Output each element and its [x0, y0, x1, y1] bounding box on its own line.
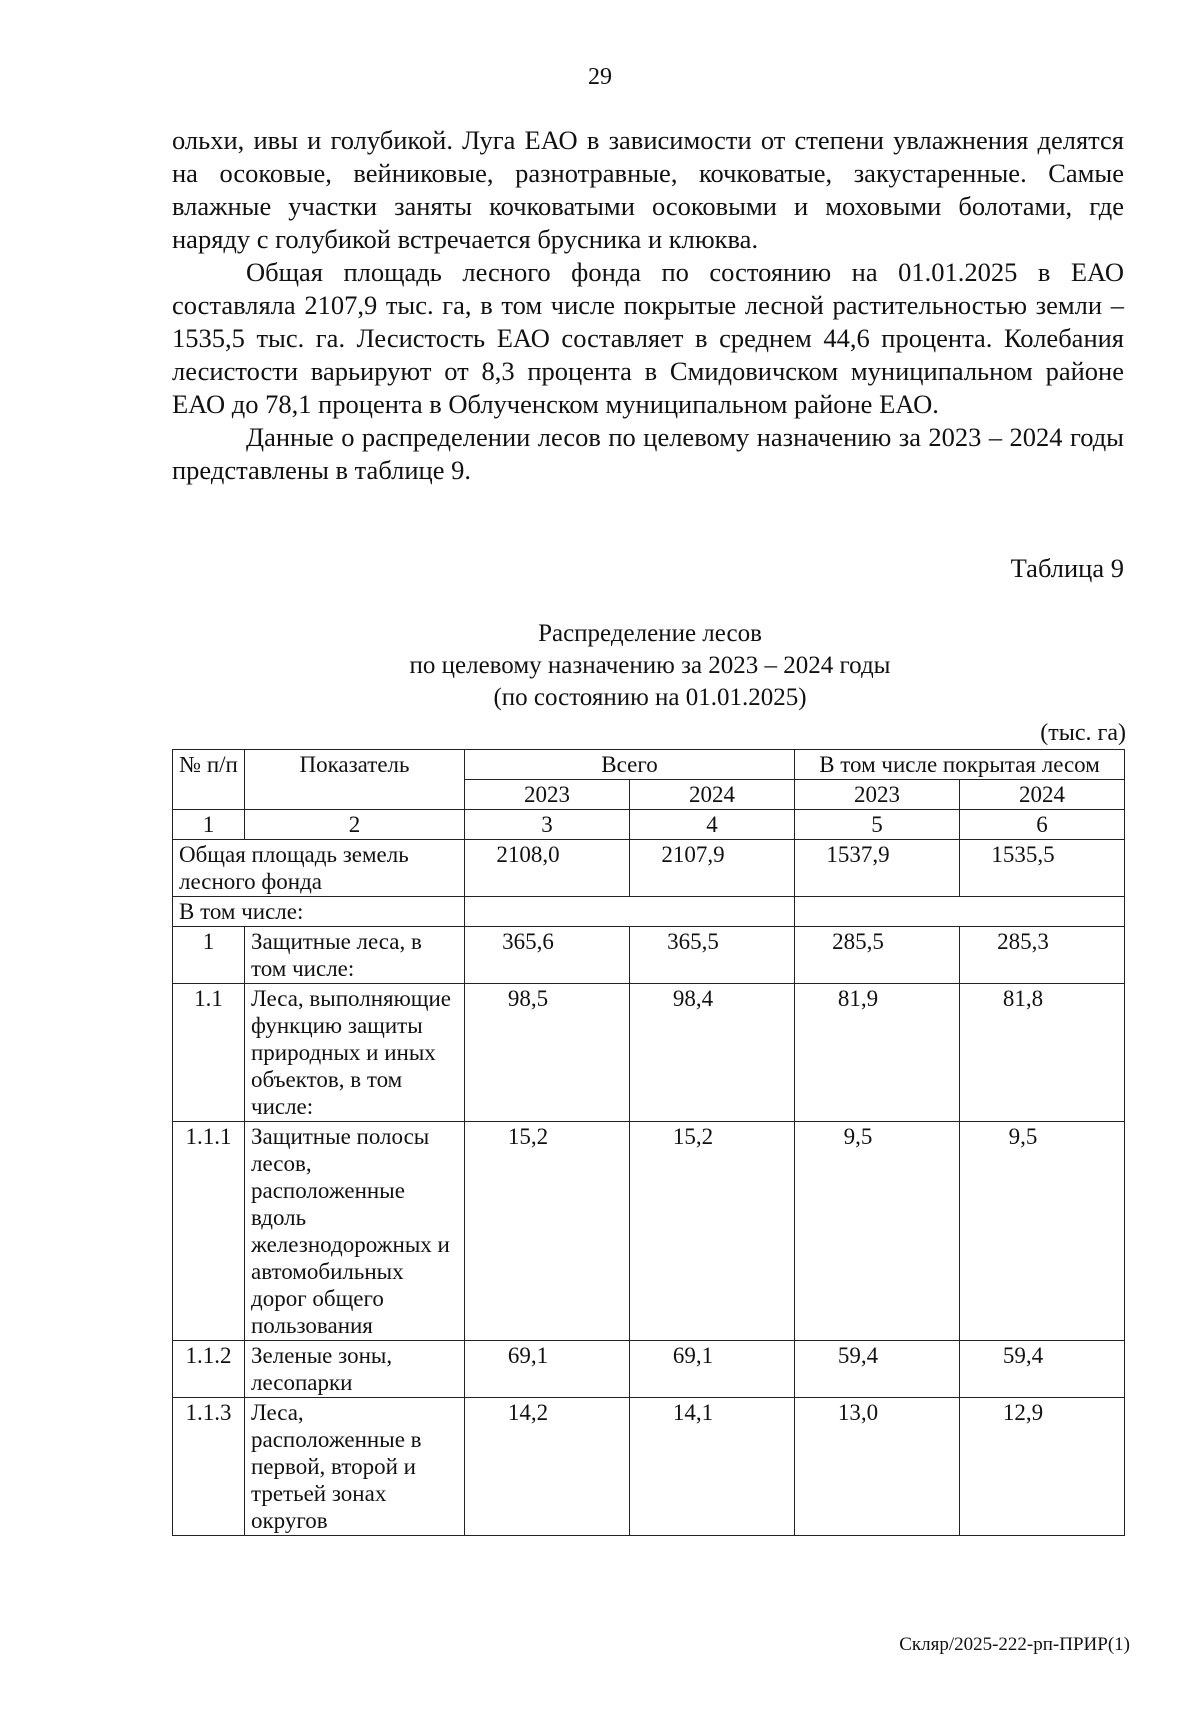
cell-value: 285,3	[960, 927, 1125, 984]
page-number: 29	[588, 64, 612, 90]
cell-value: 2108,0	[465, 840, 630, 897]
cell-value: 15,2	[465, 1122, 630, 1341]
document-code: Скляр/2025-222-рп-ПРИР(1)	[899, 1634, 1130, 1655]
cell-value: 98,4	[630, 984, 795, 1122]
empty-cell	[465, 897, 795, 927]
cell-value: 81,8	[960, 984, 1125, 1122]
table-title-line: (по состоянию на 01.01.2025)	[493, 684, 807, 711]
header-total: Всего	[465, 750, 795, 780]
column-number: 4	[630, 810, 795, 840]
column-number: 1	[173, 810, 245, 840]
cell-value: 9,5	[960, 1122, 1125, 1341]
cell-value: 9,5	[795, 1122, 960, 1341]
header-year: 2023	[465, 780, 630, 810]
table-title	[0, 618, 1200, 714]
body-text	[172, 124, 1124, 487]
table-header-row	[173, 750, 1125, 780]
table-row	[173, 984, 1125, 1122]
row-label: Защитные полосы лесов, расположенные вдоль железнодорожных и автомобильных дорог общего пользования	[245, 1122, 465, 1341]
row-label: Леса, выполняющие функцию защиты природных и иных объектов, в том числе:	[245, 984, 465, 1122]
cell-value: 14,2	[465, 1398, 630, 1536]
row-num: 1.1.3	[173, 1398, 245, 1536]
row-num: 1.1	[173, 984, 245, 1122]
column-number: 5	[795, 810, 960, 840]
cell-value: 81,9	[795, 984, 960, 1122]
forest-distribution-table	[172, 749, 1125, 1536]
empty-cell	[795, 897, 1125, 927]
column-number: 6	[960, 810, 1125, 840]
paragraph: Общая площадь лесного фонда по состоянию на 01.01.2025 в ЕАО составляла 2107,9 тыс. га, в том числе покрытые лесной растительностью земли – 1535,5 тыс. га. Лесистость ЕАО составляет в среднем 44,6 процента. Колебания лесистости варьируют от 8,3 процента в Смидовичском муниципальном районе ЕАО до 78,1 процента в Облученском муниципальном районе ЕАО.	[172, 257, 1124, 419]
column-number: 2	[245, 810, 465, 840]
row-num: 1.1.2	[173, 1341, 245, 1398]
cell-value: 365,5	[630, 927, 795, 984]
cell-value: 69,1	[465, 1341, 630, 1398]
cell-value: 98,5	[465, 984, 630, 1122]
table-row	[173, 1341, 1125, 1398]
table-label: Таблица 9	[1010, 553, 1124, 583]
header-year: 2024	[960, 780, 1125, 810]
header-year: 2024	[630, 780, 795, 810]
column-number-row	[173, 810, 1125, 840]
row-num: 1.1.1	[173, 1122, 245, 1341]
row-num: 1	[173, 927, 245, 984]
cell-value: 59,4	[795, 1341, 960, 1398]
cell-value: 13,0	[795, 1398, 960, 1536]
row-subtitle: В том числе:	[173, 897, 465, 927]
header-year: 2023	[795, 780, 960, 810]
paragraph: ольхи, ивы и голубикой. Луга ЕАО в зависимости от степени увлажнения делятся на осоковые, вейниковые, разнотравные, кочковатые, закустаренные. Самые влажные участки заняты кочковатыми осоковыми и моховыми болотами, где наряду с голубикой встречается брусника и клюква.	[172, 125, 1124, 254]
table-row-total	[173, 840, 1125, 897]
header-num: № п/п	[173, 750, 245, 810]
cell-value: 15,2	[630, 1122, 795, 1341]
cell-value: 69,1	[630, 1341, 795, 1398]
cell-value: 59,4	[960, 1341, 1125, 1398]
table-title-line: Распределение лесов	[538, 620, 762, 647]
row-label: Леса, расположенные в первой, второй и третьей зонах округов	[245, 1398, 465, 1536]
row-label: Общая площадь земель лесного фонда	[173, 840, 465, 897]
table-title-line: по целевому назначению за 2023 – 2024 годы	[409, 652, 891, 679]
column-number: 3	[465, 810, 630, 840]
paragraph: Данные о распределении лесов по целевому назначению за 2023 – 2024 годы представлены в таблице 9.	[172, 422, 1124, 485]
table-row	[173, 1122, 1125, 1341]
cell-value: 14,1	[630, 1398, 795, 1536]
table-subtitle-row	[173, 897, 1125, 927]
cell-value: 365,6	[465, 927, 630, 984]
table-row	[173, 1398, 1125, 1536]
cell-value: 285,5	[795, 927, 960, 984]
cell-value: 2107,9	[630, 840, 795, 897]
row-label: Защитные леса, в том числе:	[245, 927, 465, 984]
row-label: Зеленые зоны, лесопарки	[245, 1341, 465, 1398]
header-indicator: Показатель	[245, 750, 465, 810]
table-row	[173, 927, 1125, 984]
cell-value: 12,9	[960, 1398, 1125, 1536]
cell-value: 1535,5	[960, 840, 1125, 897]
units-label: (тыс. га)	[1040, 720, 1126, 746]
cell-value: 1537,9	[795, 840, 960, 897]
header-covered: В том числе покрытая лесом	[795, 750, 1125, 780]
